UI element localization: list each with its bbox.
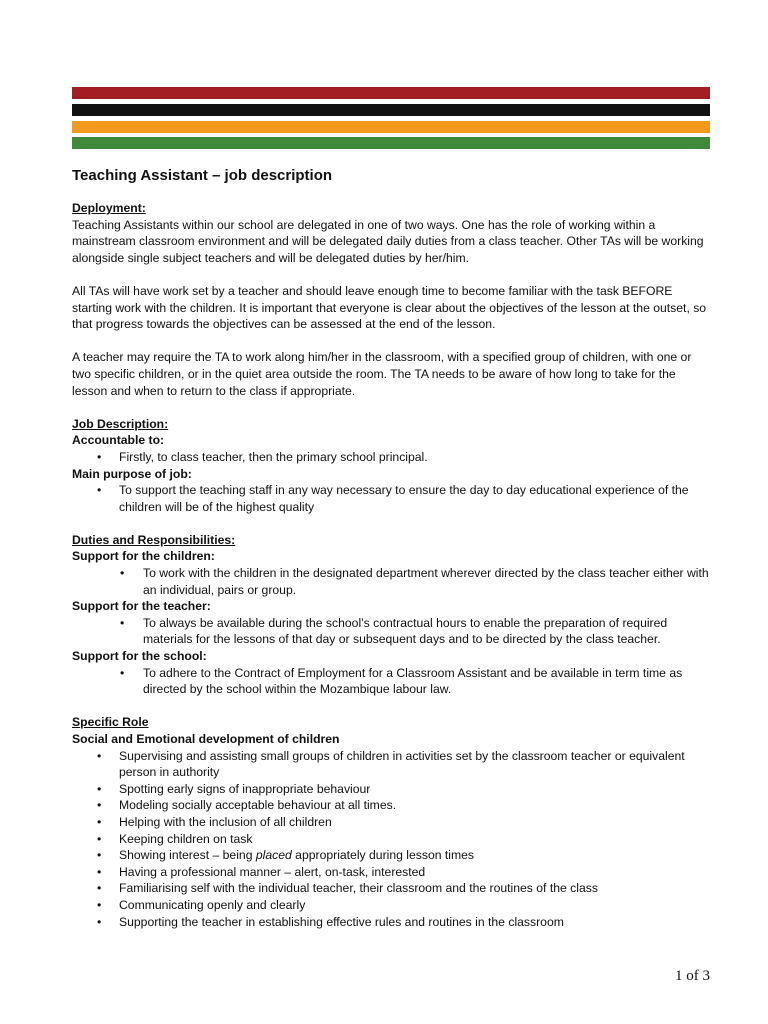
header-stripe-black [72,104,710,116]
list-item: • Supporting the teacher in establishing effective rules and routines in the classroom [72,914,710,931]
list-item: • To support the teaching staff in any way necessary to ensure the day to day educational experience of the children will be of the highest quality [72,482,710,515]
page-title: Teaching Assistant – job description [72,167,333,184]
list-item: • Supervising and assisting small groups of children in activities set by the classroom teacher or equivalent person in authority [72,748,710,781]
list-item: • Keeping children on task [72,831,710,848]
list-item: • To work with the children in the designated department wherever directed by the class teacher either with an individual, pairs or group. [72,565,710,598]
job-description-heading: Job Description: [72,416,169,431]
specific-role-heading: Specific Role [72,715,149,730]
list-item-text: Showing interest – being [119,848,256,863]
support-school-label: Support for the school: [72,649,207,664]
list-item-text: appropriately during lesson times [291,848,475,863]
support-children-label: Support for the children: [72,549,215,564]
header-stripe-red [72,87,710,99]
support-teacher-label: Support for the teacher: [72,599,211,614]
support-teacher-list [72,615,710,648]
list-item: • To adhere to the Contract of Employment for a Classroom Assistant and be available in term time as directed by the school within the Mozambique labour law. [72,665,710,698]
list-item: • Helping with the inclusion of all children [72,814,710,831]
list-item: • Having a professional manner – alert, on-task, interested [72,864,710,881]
deployment-paragraph-1: Teaching Assistants within our school are delegated in one of two ways. One has the role of working within a mainstream classroom environment and will be delegated daily duties from a class teacher. Other TAs will be working alongside single subject teachers and will be delegated duties by her/him. [72,217,704,265]
deployment-paragraph-2: All TAs will have work set by a teacher and should leave enough time to become familiar with the task BEFORE starting work with the children. It is important that everyone is clear about the objectives of the lesson at the outset, so that progress towards the objectives can be assessed at the end of the lesson. [72,283,707,332]
list-item: • Modeling socially acceptable behaviour at all times. [72,797,710,814]
accountable-label: Accountable to: [72,433,165,448]
list-item-emphasis: placed [255,848,292,863]
purpose-label: Main purpose of job: [72,466,192,481]
purpose-list [72,482,710,515]
specific-role-list [72,748,710,931]
deployment-paragraph-3: A teacher may require the TA to work along him/her in the classroom, with a specified group of children, with one or two specific children, or in the quiet area outside the room. The TA needs to be aware of how long to take for the lesson and when to return to the class if appropriate. [72,350,692,398]
document-body [72,166,710,930]
list-item: • To always be available during the school’s contractual hours to enable the preparation of required materials for the lessons of that day or subsequent days and to be directed by the class teacher. [72,615,710,648]
deployment-heading: Deployment: [72,201,146,215]
list-item: • Communicating openly and clearly [72,897,710,914]
list-item: • Spotting early signs of inappropriate behaviour [72,781,710,798]
support-children-list [72,565,710,598]
list-item [72,847,710,864]
page-number: 1 of 3 [675,968,710,984]
accountable-list [72,449,710,466]
list-item: • Familiarising self with the individual teacher, their classroom and the routines of the class [72,880,710,897]
support-school-list [72,665,710,698]
duties-heading: Duties and Responsibilities: [72,532,236,547]
header-stripe-orange [72,121,710,133]
header-stripe-green [72,137,710,149]
specific-role-subheading: Social and Emotional development of children [72,732,340,746]
list-item: • Firstly, to class teacher, then the primary school principal. [72,449,710,466]
